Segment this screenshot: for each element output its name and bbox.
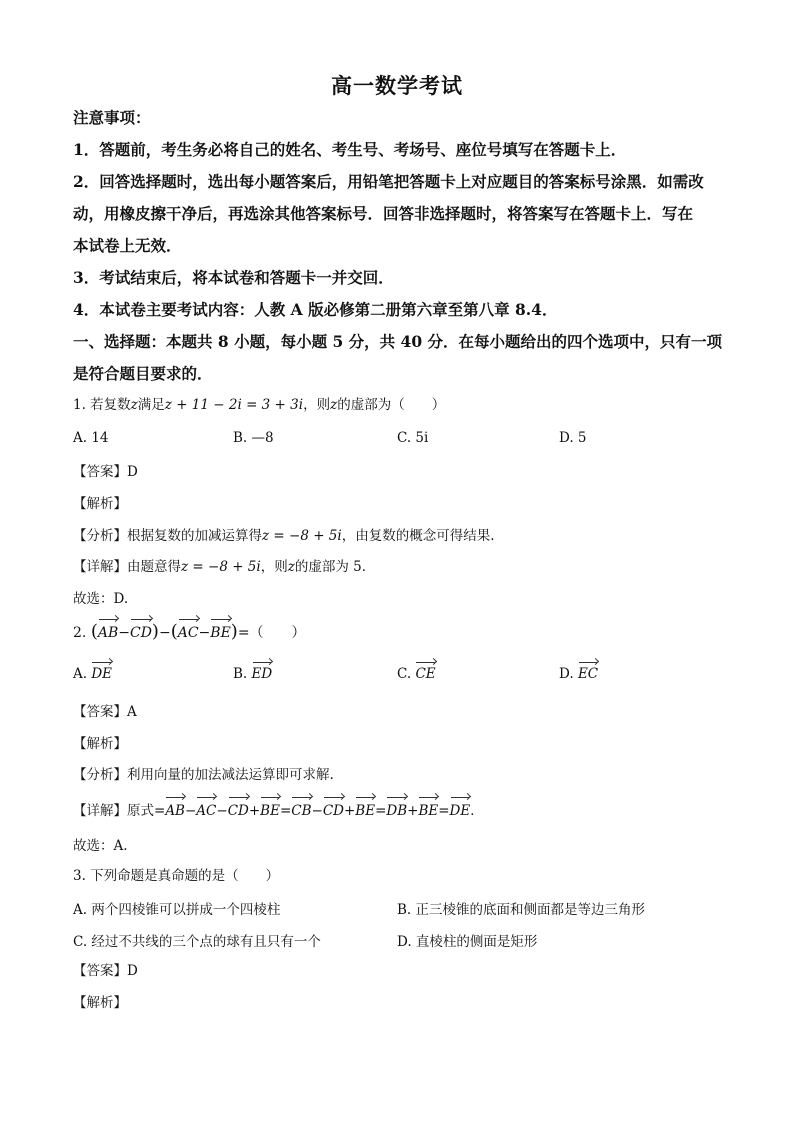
question-2-stem: 2. (AB−CD)−(AC−BE)=（ ）	[73, 617, 733, 643]
analysis-label: 【解析】	[73, 496, 127, 512]
vector-be: BE	[210, 617, 231, 643]
choice-line: 故选：A.	[73, 838, 128, 854]
section-heading-line: 是符合题目要求的．	[73, 364, 213, 383]
notice-item: 2．回答选择题时，选出每小题答案后，用铅笔把答题卡上对应题目的答案标号涂黑．如需改	[73, 172, 704, 191]
analysis-label: 【解析】	[73, 736, 127, 752]
option-d: D. 直棱柱的侧面是矩形	[397, 934, 538, 950]
analysis-fenxi: 【分析】根据复数的加减运算得z = −8 + 5i，由复数的概念可得结果.	[73, 528, 495, 544]
notice-item: 动，用橡皮擦干净后，再选涂其他答案标号．回答非选择题时，将答案写在答题卡上．写在	[73, 204, 694, 223]
notice-item: 1．答题前，考生务必将自己的姓名、考生号、考场号、座位号填写在答题卡上．	[73, 140, 627, 159]
option-c: C. CE	[397, 660, 436, 682]
notice-item: 3．考试结束后，将本试卷和答题卡一并交回．	[73, 268, 394, 287]
option-c: C. 5i	[397, 430, 429, 446]
option-a: A. 14	[73, 430, 109, 446]
analysis-xiangjie: 【详解】原式=AB−AC−CD+BE=CB−CD+BE=DB+BE=DE．	[73, 795, 733, 821]
notice-heading: 注意事项：	[73, 108, 151, 127]
q1-equation: z + 11 − 2i = 3 + 3i	[164, 397, 304, 413]
page-title: 高一数学考试	[331, 73, 463, 98]
question-1-stem: 1. 若复数z满足z + 11 − 2i = 3 + 3i，则z的虚部为（ ）	[73, 397, 446, 413]
section-heading-line: 一、选择题：本题共 8 小题，每小题 5 分，共 40 分．在每小题给出的四个选项中，只有一项	[73, 332, 723, 351]
notice-item: 4．本试卷主要考试内容：人教 A 版必修第二册第六章至第八章 8.4．	[73, 300, 558, 319]
option-a: A. DE	[73, 660, 112, 682]
answer-label: 【答案】A	[73, 704, 137, 720]
question-3-options-row2	[73, 930, 733, 952]
option-b: B. —8	[233, 430, 274, 446]
vector-ac: AC	[178, 617, 199, 643]
question-3-stem: 3. 下列命题是真命题的是（ ）	[73, 868, 280, 884]
option-d: D. EC	[559, 660, 598, 682]
notice-item: 本试卷上无效．	[73, 236, 182, 255]
question-2-options	[73, 660, 733, 688]
analysis-label: 【解析】	[73, 995, 127, 1011]
vector-cd: CD	[130, 617, 152, 643]
option-c: C. 经过不共线的三个点的球有且只有一个	[73, 934, 321, 950]
option-b: B. 正三棱锥的底面和侧面都是等边三角形	[397, 902, 646, 918]
analysis-fenxi: 【分析】利用向量的加法减法运算即可求解.	[73, 767, 334, 783]
question-1-options	[73, 430, 733, 452]
notice-block	[73, 102, 733, 390]
option-b: B. ED	[233, 660, 272, 682]
choice-line: 故选：D.	[73, 591, 129, 607]
analysis-xiangjie: 【详解】由题意得z = −8 + 5i，则z的虚部为 5．	[73, 559, 376, 575]
vector-ab: AB	[98, 617, 118, 643]
option-a: A. 两个四棱锥可以拼成一个四棱柱	[73, 902, 281, 918]
answer-label: 【答案】D	[73, 464, 138, 480]
answer-label: 【答案】D	[73, 963, 138, 979]
question-3-options-row1	[73, 898, 733, 920]
option-d: D. 5	[559, 430, 587, 446]
